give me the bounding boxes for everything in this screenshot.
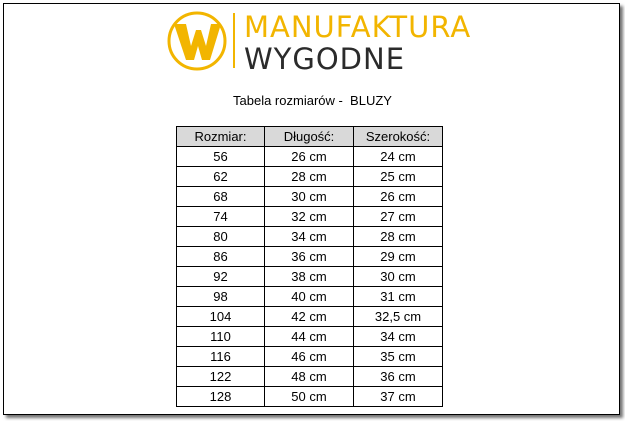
cell-length: 46 cm [265, 347, 354, 367]
cell-length: 44 cm [265, 327, 354, 347]
table-row [177, 287, 443, 307]
cell-length: 34 cm [265, 227, 354, 247]
brand-name-line2: WYGODNE [244, 42, 406, 76]
cell-width: 30 cm [354, 267, 443, 287]
table-row [177, 307, 443, 327]
cell-width: 25 cm [354, 167, 443, 187]
cell-length: 30 cm [265, 187, 354, 207]
cell-size: 86 [177, 247, 265, 267]
cell-length: 48 cm [265, 367, 354, 387]
cell-width: 35 cm [354, 347, 443, 367]
table-row [177, 267, 443, 287]
cell-width: 28 cm [354, 227, 443, 247]
table-row [177, 167, 443, 187]
cell-size: 74 [177, 207, 265, 227]
cell-width: 34 cm [354, 327, 443, 347]
cell-width: 37 cm [354, 387, 443, 407]
logo-divider [233, 13, 235, 68]
cell-width: 24 cm [354, 147, 443, 167]
table-row [177, 347, 443, 367]
w-logo-icon [166, 10, 228, 72]
header-size: Rozmiar: [177, 127, 265, 147]
table-title: Tabela rozmiarów - BLUZY [233, 93, 392, 108]
cell-size: 116 [177, 347, 265, 367]
table-header-row [177, 127, 443, 147]
cell-length: 50 cm [265, 387, 354, 407]
table-row [177, 207, 443, 227]
cell-width: 36 cm [354, 367, 443, 387]
cell-length: 38 cm [265, 267, 354, 287]
cell-length: 26 cm [265, 147, 354, 167]
cell-size: 128 [177, 387, 265, 407]
cell-size: 92 [177, 267, 265, 287]
cell-size: 62 [177, 167, 265, 187]
size-table-body [177, 147, 443, 407]
header-width: Szerokość: [354, 127, 443, 147]
table-row [177, 187, 443, 207]
table-row [177, 227, 443, 247]
cell-width: 26 cm [354, 187, 443, 207]
cell-width: 27 cm [354, 207, 443, 227]
cell-size: 56 [177, 147, 265, 167]
cell-size: 80 [177, 227, 265, 247]
cell-size: 68 [177, 187, 265, 207]
cell-length: 32 cm [265, 207, 354, 227]
cell-width: 32,5 cm [354, 307, 443, 327]
table-row [177, 247, 443, 267]
cell-size: 98 [177, 287, 265, 307]
cell-size: 104 [177, 307, 265, 327]
table-row [177, 387, 443, 407]
cell-length: 40 cm [265, 287, 354, 307]
cell-length: 42 cm [265, 307, 354, 327]
size-table [176, 126, 443, 407]
cell-length: 36 cm [265, 247, 354, 267]
cell-width: 29 cm [354, 247, 443, 267]
table-row [177, 147, 443, 167]
brand-name-line1: MANUFAKTURA [244, 10, 472, 44]
header-length: Długość: [265, 127, 354, 147]
cell-width: 31 cm [354, 287, 443, 307]
table-row [177, 327, 443, 347]
cell-length: 28 cm [265, 167, 354, 187]
table-row [177, 367, 443, 387]
cell-size: 110 [177, 327, 265, 347]
cell-size: 122 [177, 367, 265, 387]
